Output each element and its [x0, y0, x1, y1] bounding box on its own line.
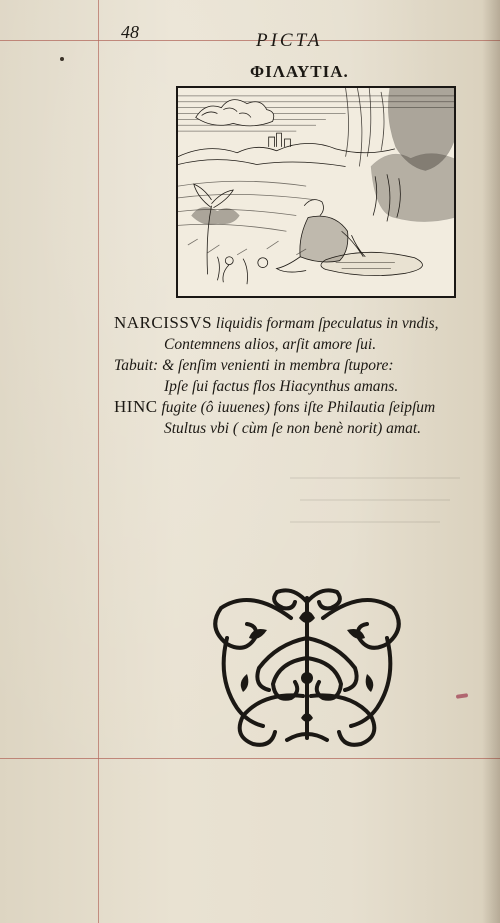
red-rule-left-margin	[98, 0, 99, 923]
fleuron-ornament	[207, 578, 407, 750]
show-through-offset	[290, 470, 470, 540]
red-rule-bottom	[0, 758, 500, 759]
verse-line-5-capitals: HINC	[114, 397, 158, 416]
narcissus-woodcut-illustration	[176, 86, 456, 298]
woodcut-drawing	[178, 88, 454, 296]
fleuron-drawing	[207, 578, 407, 750]
red-rule-top	[0, 40, 500, 41]
page-number: 48	[121, 22, 139, 42]
verse-line-1-capitals: NARCISSVS	[114, 313, 213, 332]
verse-line-4-text: Ipſe ſui factus flos Hiacynthus amans.	[164, 378, 399, 395]
verse-line-6	[164, 417, 421, 439]
verse-line-6-text: Stultus vbi ( cùm ſe non benè norit) amat.	[164, 420, 421, 437]
gutter-shadow	[482, 0, 500, 923]
verse-line-2-text: Contemnens alios, arſit amore ſui.	[164, 336, 377, 353]
verse-line-3	[114, 354, 394, 376]
verse-line-1-text: liquidis formam ſpeculatus in vndis,	[212, 315, 439, 332]
running-title: PICTA	[256, 30, 323, 51]
ink-spot	[456, 693, 468, 699]
verse-line-5-text: fugite (ô iuuenes) fons iſte Philautia ſeipſum	[157, 399, 436, 416]
margin-mark	[60, 57, 64, 61]
verse-line-3-text: Tabuit: & ſenſim venienti in membra ſtupore:	[114, 357, 394, 374]
verse-line-1	[114, 312, 439, 334]
verse-line-2	[164, 333, 376, 355]
verse-line-5	[114, 396, 435, 418]
emblem-title: ΦΙΛΑΥΤΙΑ.	[250, 62, 349, 81]
verse-line-4	[164, 375, 398, 397]
